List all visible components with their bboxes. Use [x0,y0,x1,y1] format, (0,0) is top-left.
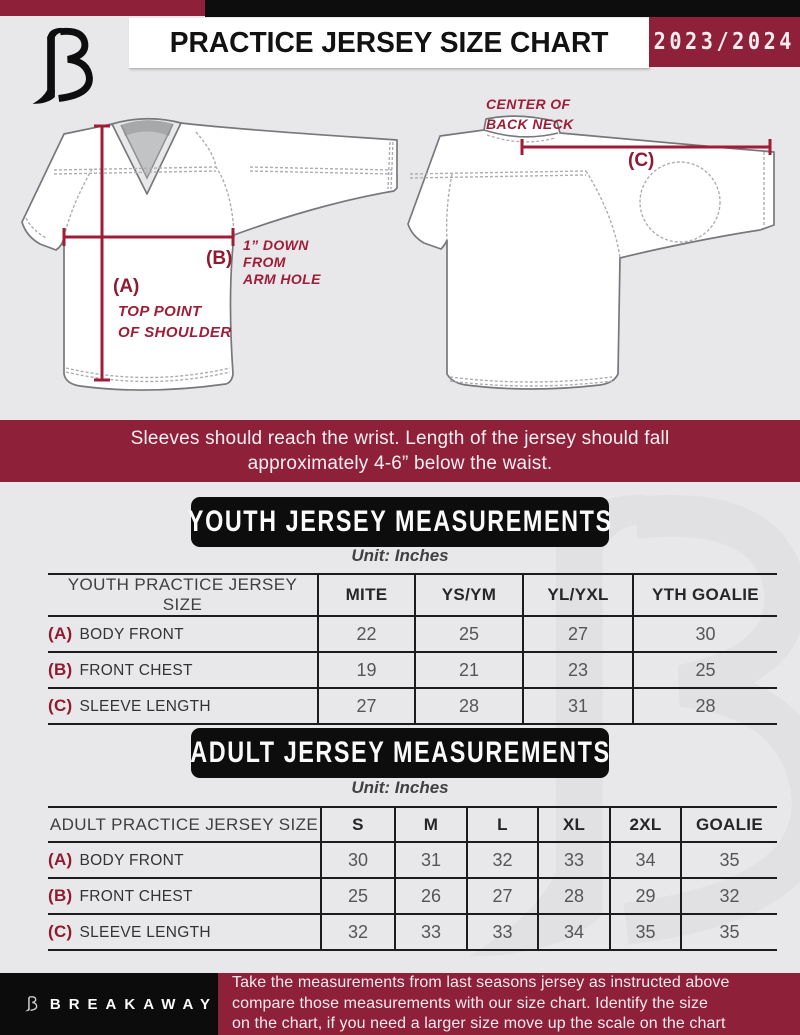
adult-unit-label: Unit: Inches [351,778,449,797]
row-label-text: SLEEVE LENGTH [79,698,211,715]
cell-value: 31 [395,842,467,878]
row-label-text: FRONT CHEST [79,888,193,905]
footer-instruction-line1: Take the measurements from last seasons jersey as instructed above [232,974,730,992]
table-row [48,616,777,652]
row-key: (B) [48,886,73,905]
cell-value: 32 [681,878,777,914]
top-strip-black [205,0,800,17]
cell-value: 33 [395,914,467,950]
adult-table-header-row [48,807,777,842]
cell-value: 35 [681,914,777,950]
youth-col-ylyxl: YL/YXL [523,574,633,616]
youth-col-ysym: YS/YM [415,574,523,616]
cell-value: 28 [538,878,610,914]
cell-value: 19 [318,652,415,688]
youth-table-header-row [48,574,777,616]
cell-value: 27 [523,616,633,652]
youth-size-table [48,573,777,725]
cell-value: 29 [610,878,681,914]
youth-banner-title: YOUTH JERSEY MEASUREMENTS [187,505,613,538]
fit-notice-line2: approximately 4-6” below the waist. [247,453,553,474]
adult-col-s: S [321,807,395,842]
top-strip-maroon [0,0,205,16]
adult-col-m: M [395,807,467,842]
row-label-text: FRONT CHEST [79,662,193,679]
annotation-b-note: 1” DOWN FROM ARM HOLE [243,237,321,287]
footer-instruction-line3: on the chart, if you need a larger size move up the scale on the chart [232,1015,726,1033]
adult-size-table [48,806,777,951]
footer-instructions [218,973,800,1035]
youth-col-goalie: YTH GOALIE [633,574,777,616]
table-row [48,878,777,914]
table-row [48,914,777,950]
youth-section-banner [187,497,613,547]
annotation-a-note: TOP POINT OF SHOULDER [118,303,232,341]
breakaway-logo-icon [26,24,96,110]
footer-brand-block [0,973,218,1035]
footer-brand-name: BREAKAWAY [49,995,218,1013]
cell-value: 33 [467,914,538,950]
breakaway-footer-logo-icon [24,985,38,1023]
row-key: (C) [48,922,73,941]
youth-col-mite: MITE [318,574,415,616]
page-title: PRACTICE JERSEY SIZE CHART [169,26,609,59]
adult-banner-title: ADULT JERSEY MEASUREMENTS [189,736,611,769]
row-label-text: BODY FRONT [79,852,184,869]
cell-value: 26 [395,878,467,914]
row-key: (C) [48,696,73,715]
cell-value: 30 [633,616,777,652]
cell-value: 28 [633,688,777,724]
table-row [48,842,777,878]
youth-table-header-label: YOUTH PRACTICE JERSEY SIZE [48,574,318,616]
fit-notice-banner [0,420,800,482]
season-label: 2023/2024 [653,29,796,55]
row-key: (A) [48,624,73,643]
cell-value: 33 [538,842,610,878]
adult-col-2xl: 2XL [610,807,681,842]
cell-value: 34 [538,914,610,950]
row-key: (A) [48,850,73,869]
row-label-text: BODY FRONT [79,626,184,643]
table-row [48,688,777,724]
cell-value: 32 [467,842,538,878]
cell-value: 25 [415,616,523,652]
adult-section-banner [191,728,609,778]
cell-value: 28 [415,688,523,724]
cell-value: 35 [681,842,777,878]
adult-table-header-label: ADULT PRACTICE JERSEY SIZE [48,807,321,842]
adult-col-l: L [467,807,538,842]
annotation-c-label: (C) [628,150,655,171]
youth-unit-label: Unit: Inches [351,546,449,565]
fit-notice-line1: Sleeves should reach the wrist. Length of the jersey should fall [130,428,670,449]
table-row [48,652,777,688]
row-key: (B) [48,660,73,679]
back-jersey-outline [408,116,774,389]
annotation-b-label: (B) [206,248,233,269]
cell-value: 23 [523,652,633,688]
cell-value: 34 [610,842,681,878]
cell-value: 31 [523,688,633,724]
adult-col-goalie: GOALIE [681,807,777,842]
cell-value: 30 [321,842,395,878]
cell-value: 35 [610,914,681,950]
annotation-a-label: (A) [113,276,140,297]
cell-value: 25 [321,878,395,914]
annotation-back-neck-note: CENTER OF BACK NECK [486,96,574,132]
cell-value: 21 [415,652,523,688]
cell-value: 25 [633,652,777,688]
footer-instruction-line2: compare those measurements with our size chart. Identify the size [232,994,709,1012]
season-box [649,17,800,67]
cell-value: 27 [467,878,538,914]
adult-col-xl: XL [538,807,610,842]
cell-value: 22 [318,616,415,652]
title-box [129,18,649,68]
cell-value: 32 [321,914,395,950]
jersey-diagrams [0,90,800,420]
row-label-text: SLEEVE LENGTH [79,924,211,941]
cell-value: 27 [318,688,415,724]
